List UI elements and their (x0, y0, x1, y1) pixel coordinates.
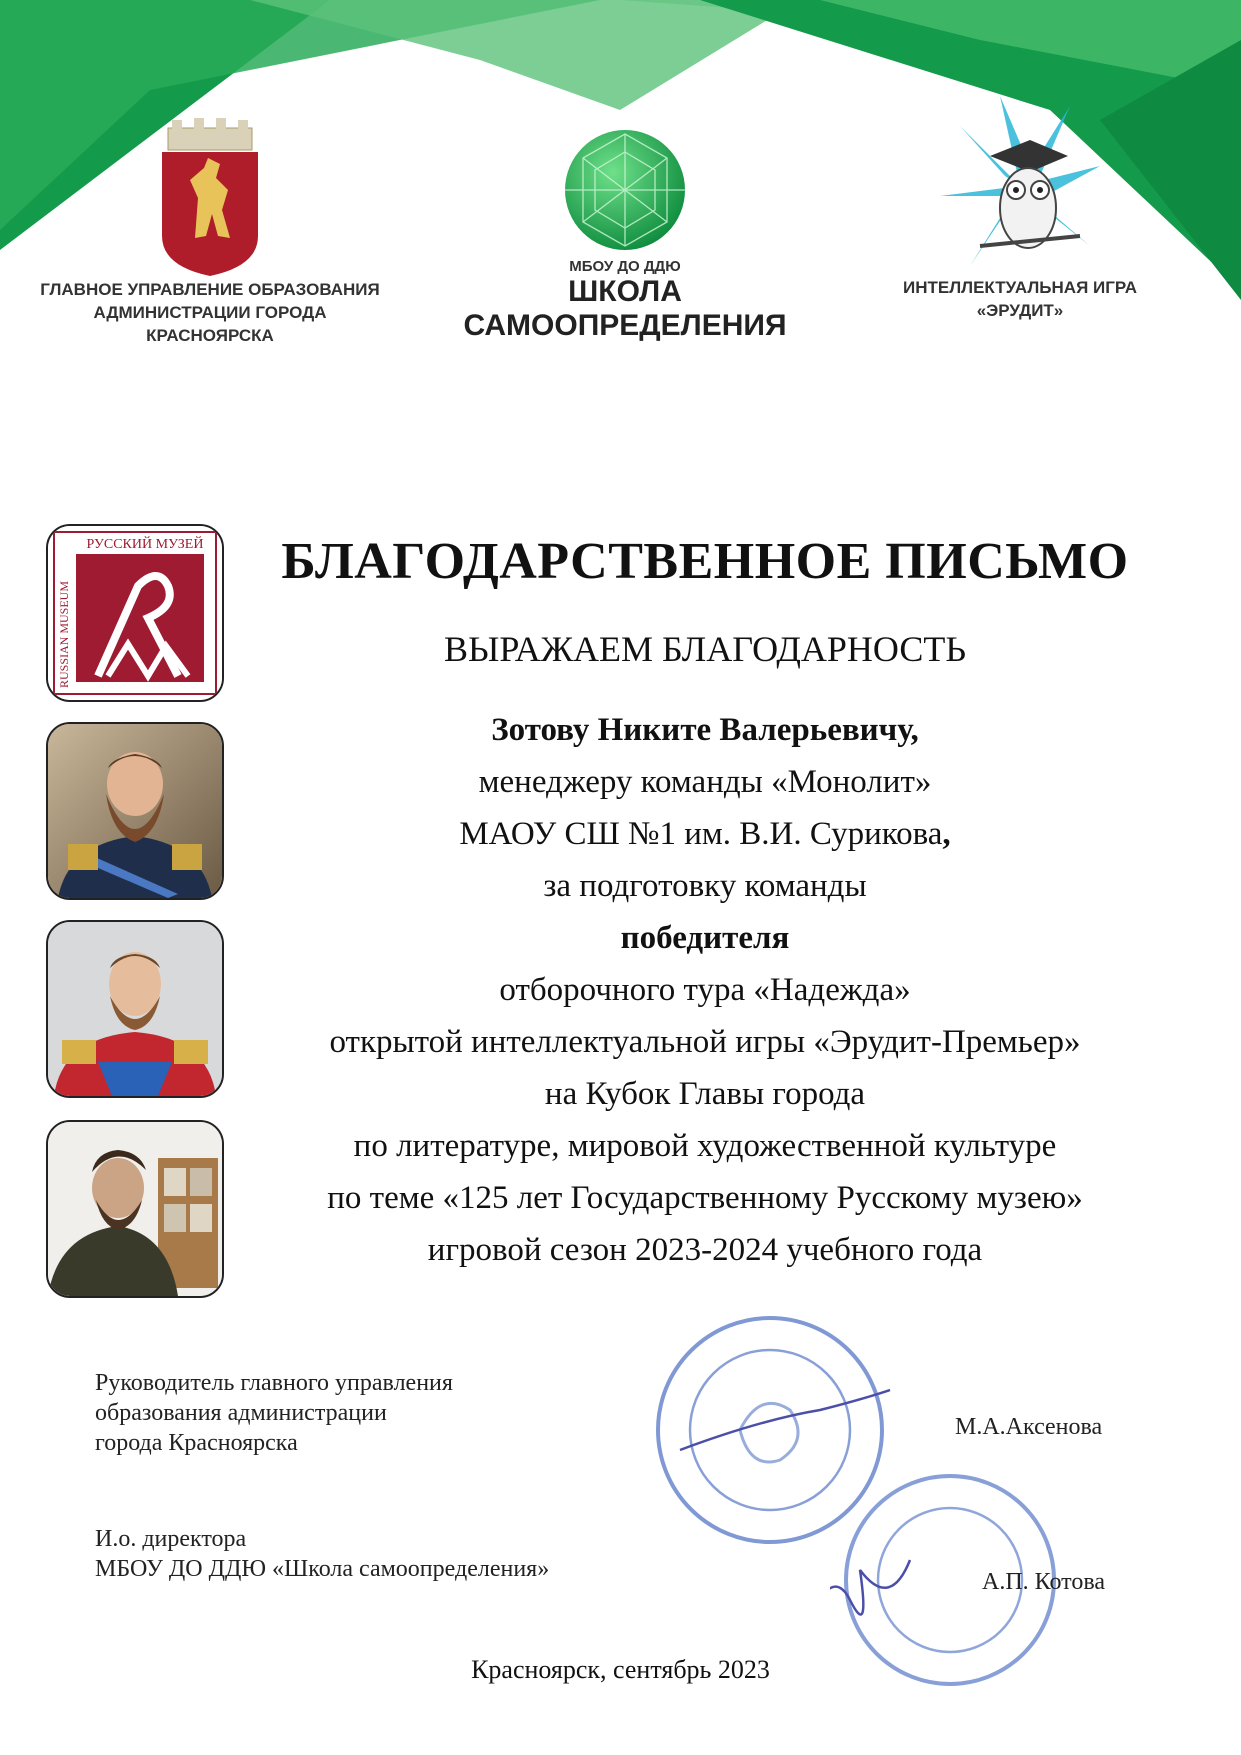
school-name-line: ШКОЛА (568, 275, 682, 308)
erudit-caption-line: ИНТЕЛЛЕКТУАЛЬНАЯ ИГРА (903, 278, 1137, 297)
signature-position-line: МБОУ ДО ДДЮ «Школа самоопределения» (95, 1556, 550, 1582)
signature-block-2 (95, 1524, 549, 1584)
signature-position-line: Руководитель главного управления (95, 1370, 453, 1396)
owl-icon (940, 96, 1100, 276)
signature-block-1 (95, 1368, 453, 1458)
signature-position-line: образования администрации (95, 1400, 387, 1426)
coat-of-arms-icon (150, 118, 270, 278)
erudit-caption (880, 276, 1160, 322)
gu-caption-line: ГЛАВНОЕ УПРАВЛЕНИЕ ОБРАЗОВАНИЯ (40, 280, 380, 299)
school-logo-block (440, 128, 810, 343)
erudit-logo-block (880, 96, 1160, 322)
body-line: отборочного тура «Надежда» (499, 972, 911, 1008)
page-subtitle: ВЫРАЖАЕМ БЛАГОДАРНОСТЬ (443, 629, 967, 669)
signature-position-line: города Красноярска (95, 1430, 298, 1456)
museum-ru-text: РУССКИЙ МУЗЕЙ (86, 537, 204, 552)
russian-museum-logo (46, 524, 224, 702)
body-line: на Кубок Главы города (544, 1076, 866, 1112)
gu-caption-line: АДМИНИСТРАЦИИ ГОРОДА (93, 303, 327, 322)
body-line: по литературе, мировой художественной культуре (353, 1128, 1057, 1164)
body-line: игровой сезон 2023-2024 учебного года (427, 1232, 983, 1268)
gu-logo-block (40, 118, 380, 347)
page-title: БЛАГОДАРСТВЕННОЕ ПИСЬМО (281, 533, 1129, 590)
body-line-comma: , (942, 816, 951, 852)
recipient-name: Зотову Никите Валерьевичу, (491, 712, 919, 748)
body-line: менеджеру команды «Монолит» (478, 764, 932, 800)
body-line: по теме «125 лет Государственному Русскому музею» (327, 1180, 1083, 1216)
body-line-emphasis: победителя (620, 920, 790, 956)
school-pre: МБОУ ДО ДДЮ (569, 258, 681, 275)
body-line: за подготовку команды (543, 868, 867, 904)
erudit-caption-line: «ЭРУДИТ» (976, 301, 1064, 320)
gu-caption (40, 278, 380, 347)
signature-name-2: А.П. Котова (982, 1569, 1105, 1595)
portrait-nicholas-ii (46, 920, 224, 1098)
footer-place-date: Красноярск, сентябрь 2023 (471, 1655, 770, 1684)
portrait-alexander-iii (46, 722, 224, 900)
museum-en-text: RUSSIAN MUSEUM (57, 580, 71, 688)
body-line: открытой интеллектуальной игры «Эрудит-Премьер» (329, 1024, 1081, 1060)
signature-position-line: И.о. директора (95, 1526, 247, 1552)
body-line (240, 808, 1170, 860)
body-line-text: МАОУ СШ №1 им. В.И. Сурикова (459, 816, 943, 852)
gu-caption-line: КРАСНОЯРСКА (146, 326, 274, 345)
letter-body (240, 704, 1170, 1276)
portrait-surikov (46, 1120, 224, 1298)
school-name-line: САМООПРЕДЕЛЕНИЯ (463, 309, 787, 342)
green-sphere-icon (563, 128, 687, 252)
signature-name-1: М.А.Аксенова (955, 1414, 1103, 1440)
